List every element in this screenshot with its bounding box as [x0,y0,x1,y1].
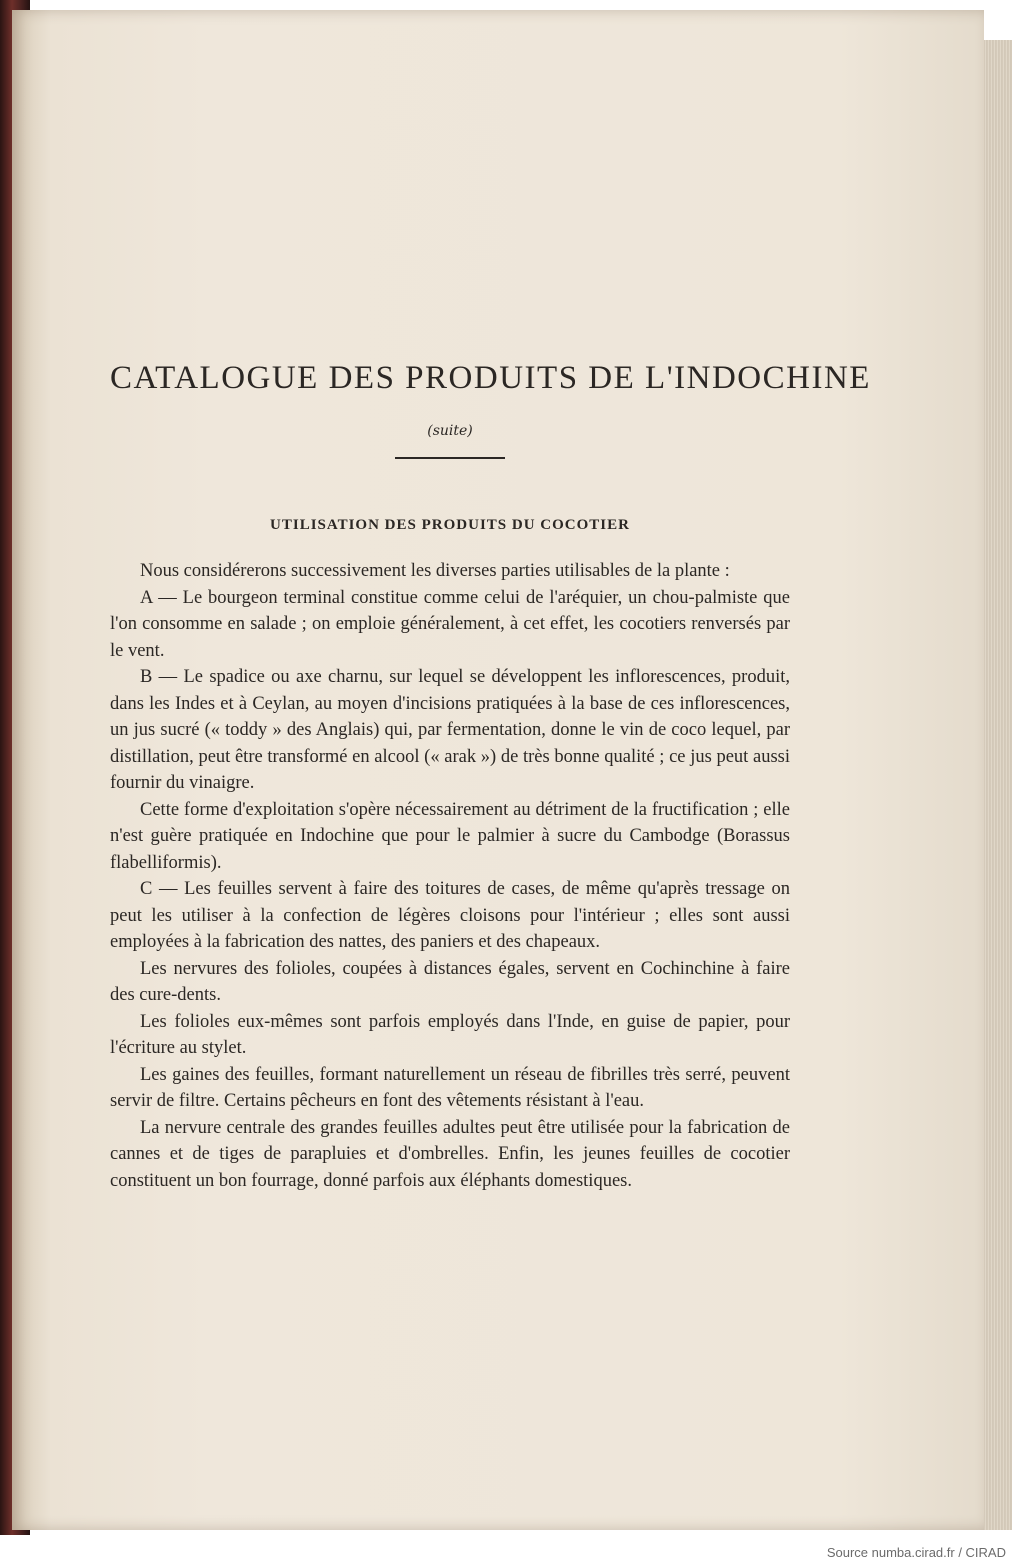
paragraph-b: B — Le spadice ou axe charnu, sur lequel se développent les inflorescences, produit, dans les Indes et à Ceylan, au moyen d'incisions pratiquées à la base de ces inflorescences, un jus sucré (« toddy » des Anglais) qui, par fermentation, donne le vin de coco lequel, par distillation, peut être transformé en alcool (« arak ») de très bonne qualité ; ce jus peut aussi fournir du vinaigre. [110,667,790,793]
paragraph-gaines: Les gaines des feuilles, formant naturellement un réseau de fibrilles très serré, peuvent servir de filtre. Certains pêcheurs en font des vêtements résistant à l'eau. [110,1064,790,1111]
section-title: UTILISATION DES PRODUITS DU COCOTIER [270,517,630,533]
title-rule [395,457,505,459]
paragraph-intro: Nous considérerons successivement les diverses parties utilisables de la plante : [140,561,730,581]
paragraph-folioles: Les folioles eux-mêmes sont parfois employés dans l'Inde, en guise de papier, pour l'écriture au stylet. [110,1011,790,1058]
source-credit: Source numba.cirad.fr / CIRAD [826,1545,1006,1560]
paragraph-exploitation: Cette forme d'exploitation s'opère nécessairement au détriment de la fructification ; elle n'est guère pratiquée en Indochine que pour le palmier à sucre du Cambodge (Borassus flabelliformis). [110,799,790,873]
paragraph-nervure-centrale: La nervure centrale des grandes feuilles adultes peut être utilisée pour la fabrication de cannes et de tiges de parapluies et d'ombrelles. Enfin, les jeunes feuilles de cocotier constituent un bon fourrage, donné parfois aux éléphants domestiques. [110,1117,790,1191]
subtitle: (suite) [427,423,473,439]
paragraph-nervures: Les nervures des folioles, coupées à distances égales, servent en Cochinchine à faire des cure-dents. [110,958,790,1005]
page-content [110,360,871,1194]
paragraph-c: C — Les feuilles servent à faire des toitures de cases, de même qu'après tressage on peut les utiliser à la confection de légères cloisons pour l'intérieur ; elles sont aussi employées à la fabrication des nattes, des paniers et des chapeaux. [110,879,790,952]
page-edges [984,40,1012,1530]
paragraph-a: A — Le bourgeon terminal constitue comme celui de l'aréquier, un chou-palmiste que l'on consomme en salade ; on emploie généralement, à cet effet, les cocotiers renversés par le vent. [110,587,790,661]
page-title: CATALOGUE DES PRODUITS DE L'INDOCHINE [110,360,871,396]
